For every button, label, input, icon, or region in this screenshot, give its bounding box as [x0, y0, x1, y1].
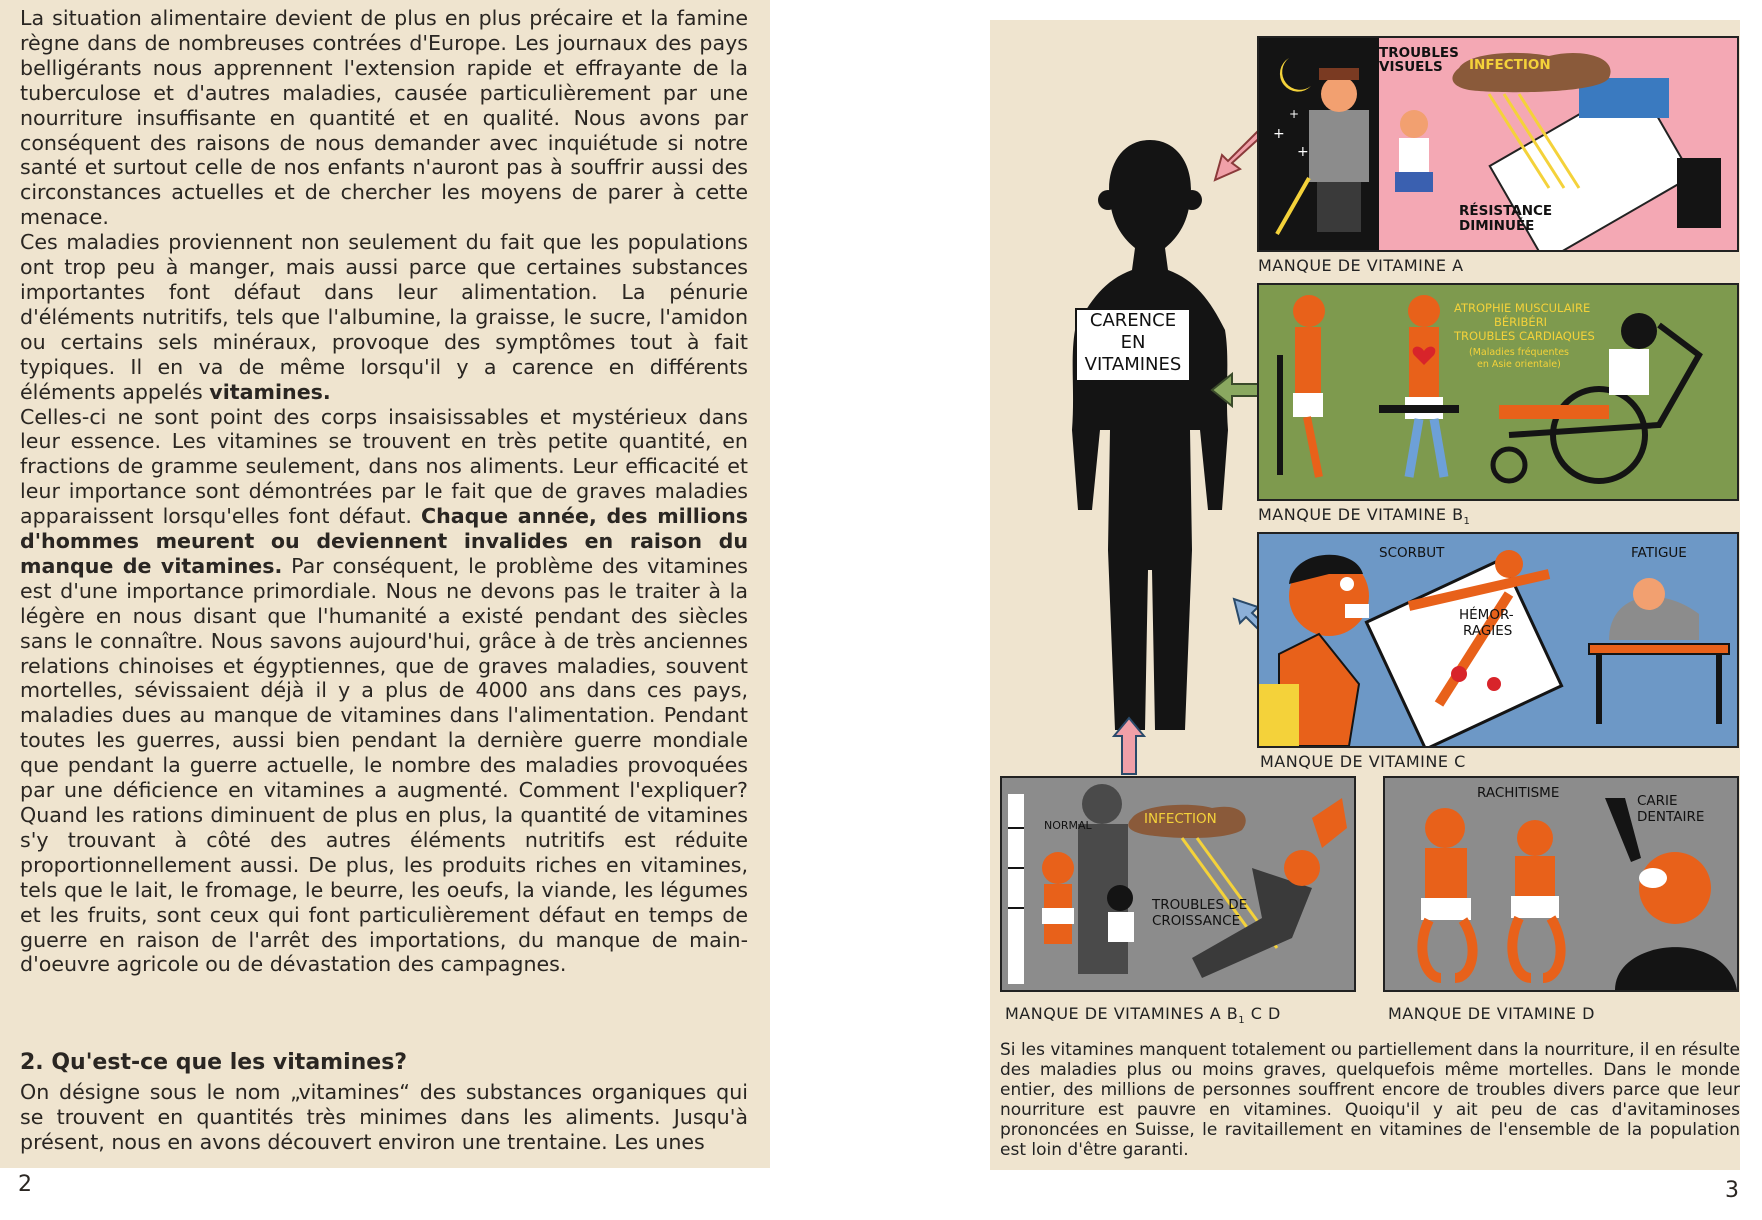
star-icon: + — [1289, 107, 1300, 121]
label-dentaire: DENTAIRE — [1637, 809, 1705, 825]
label-troubles-de: TROUBLES DE — [1152, 897, 1248, 913]
man-mouth — [1345, 604, 1369, 618]
patient-head — [1621, 313, 1657, 349]
wheelchair-wheel-small — [1493, 449, 1525, 481]
label-hemor: HÉMOR- — [1459, 607, 1514, 623]
star-icon: + — [1273, 126, 1285, 142]
silhouette-body — [1072, 140, 1228, 730]
caption-vitamin-b1 — [1258, 505, 1470, 527]
label-beriberi: BÉRIBÉRI — [1494, 315, 1548, 329]
figure-1-leg — [1307, 417, 1319, 477]
panel-vitamin-a — [1257, 36, 1739, 252]
man-eye — [1340, 577, 1354, 591]
rickets-child-1-shorts — [1421, 898, 1471, 920]
man-head — [1321, 76, 1357, 112]
patient-head — [1495, 550, 1523, 578]
dental-patient-mouth — [1639, 868, 1667, 888]
silhouette-ear-left — [1098, 190, 1118, 210]
rickets-child-1-legs — [1422, 920, 1472, 978]
label-troubles: TROUBLES — [1379, 45, 1459, 61]
paragraph-3-text: Celles-ci ne sont point des corps insaisissables et mystérieux dans leur essence. Les vitamines se trouvent en très petite quantité, en fractions de gramme seulement, dans nos aliments. Leur efficacité et leur importance sont démontrées par le fait que de graves maladies apparaissent lorsqu'elles font défaut. — [20, 404, 748, 529]
child-1-head — [1042, 852, 1074, 884]
patient-body — [1609, 349, 1649, 395]
panel-vitamin-c — [1257, 532, 1739, 748]
label-croissance: CROISSANCE — [1152, 913, 1241, 929]
figure-2-leg — [1434, 419, 1444, 477]
child-2-dress — [1108, 912, 1134, 942]
page-number-right: 3 — [1725, 1178, 1739, 1203]
bed — [1366, 559, 1561, 746]
label-maladies-frequentes: (Maladies fréquentes — [1469, 347, 1569, 358]
label-infection-abcd: INFECTION — [1144, 811, 1217, 827]
chair — [1379, 405, 1459, 413]
girl-head — [1400, 110, 1428, 138]
child-1-shorts — [1042, 908, 1074, 924]
child-2-head — [1107, 885, 1133, 911]
man-legs — [1317, 182, 1361, 232]
tired-person-head — [1633, 578, 1665, 610]
panel-vitamins-abcd — [1000, 776, 1356, 992]
caption-vitamin-d: MANQUE DE VITAMINE D — [1388, 1004, 1595, 1023]
hemorrhage-spot — [1487, 677, 1501, 691]
section-text: On désigne sous le nom „vitamines“ des substances organiques qui se trouvent en quantités très minimes dans les aliments. Jusqu'à présent, nous en avons découvert environ une trentaine. Les unes — [20, 1080, 748, 1154]
rickets-child-2-shorts — [1511, 896, 1559, 918]
caption-vitamin-b1-main: MANQUE DE VITAMINE B — [1258, 505, 1464, 524]
caption-vitamin-c: MANQUE DE VITAMINE C — [1260, 752, 1466, 771]
silhouette-ear-right — [1182, 190, 1202, 210]
left-body-text — [20, 6, 748, 977]
paragraph-2 — [20, 230, 748, 404]
bold-millions-sentence: Chaque année, des millions d'hommes meurent ou deviennent invalides en raison du manque de vitamines. — [20, 504, 748, 578]
panel-vitamin-d — [1383, 776, 1739, 992]
caption-abcd-sub: 1 — [1238, 1015, 1246, 1027]
caption-vitamin-b1-sub: 1 — [1463, 516, 1471, 528]
figure-caption: Si les vitamines manquent totalement ou partiellement dans la nourriture, il en résulte des maladies plus ou moins graves, quelquefois même mortelles. Dans le monde entier, des millions de personnes souffrent encore de troubles divers parce que leur nourriture est pauvre en vitamines. Quoiqu'il y ait peu de cas d'avitaminoses prononcées en Suisse, le ravitaillement en vitamines de l'ensemble de la population est loin d'être garanti. — [1000, 1040, 1740, 1160]
rickets-child-1-head — [1425, 808, 1465, 848]
caption-vitamins-abcd — [1005, 1004, 1281, 1026]
carence-label-line-2: EN — [1120, 332, 1146, 353]
label-troubles-cardiaques: TROUBLES CARDIAQUES — [1454, 329, 1595, 343]
desk — [1589, 644, 1729, 654]
man-coat — [1309, 110, 1369, 182]
paragraph-1: La situation alimentaire devient de plus en plus précaire et la famine règne dans de nombreuses contrées d'Europe. Les journaux des pays belligérants nous apprennent l'extension rapide et effrayante de la tuberculose et d'autres maladies, causée particulièrement par une nourriture insuffisante en quantité et en qualité. Nous avons par conséquent des raisons de nous demander avec inquiétude si notre santé et surtout celle de nos enfants n'auront pas à souffrir aussi des circonstances actuelles et de chercher les moyens de parer à cette menace. — [20, 6, 748, 230]
falling-person-head — [1284, 850, 1320, 886]
page-number-left: 2 — [18, 1172, 32, 1197]
label-atrophie: ATROPHIE MUSCULAIRE — [1454, 301, 1591, 315]
man-hat — [1319, 68, 1359, 80]
label-carie: CARIE — [1637, 793, 1678, 809]
carence-label-line-1: CARENCE — [1089, 310, 1177, 331]
star-icon: + — [1297, 144, 1309, 160]
paragraph-3-continued: Par conséquent, le problème des vitamines est d'une importance primordiale. Nous ne devons pas le traiter à la légère en nous disant que l'humanité a existé pendant des siècles sans le connaître. Nous savons aujourd'hui, grâce à de très anciennes relations chinoises et égyptiennes, que de graves maladies, souvent mortelles, sévissaient déjà il y a plus de 4000 ans dans ces pays, maladies dues au manque de vitamines dans l'alimentation. Pendant toutes les guerres, aussi bien pendant la dernière guerre mondiale que pendant la guerre actuelle, le nombre des maladies provoquées par une déficience en vitamines a augmenté. Comment l'expliquer? Quand les rations diminuent de plus en plus, la quantité de vitamines s'y trouvant à côté des autres éléments nutritifs est réduite proportionnellement aussi. De plus, les produits riches en vitamines, tels que le lait, le fromage, le beurre, les oeufs, la viande, les légumes et les fruits, sont ceux qui font particulièrement défaut en temps de guerre en raison de l'arrêt des importations, du manque de main-d'oeuvre agricole ou de dévastation des campagnes. — [20, 553, 748, 977]
label-normal: NORMAL — [1044, 819, 1092, 832]
dental-patient-head — [1639, 852, 1711, 924]
left-page — [0, 0, 770, 1168]
label-scorbut: SCORBUT — [1379, 545, 1445, 561]
silhouette-figure — [1050, 130, 1250, 750]
dental-patient-body — [1615, 947, 1737, 990]
bedside-table — [1677, 158, 1721, 228]
section-heading: 2. Qu'est-ce que les vitamines? — [20, 1050, 408, 1075]
caption-abcd-rest: C D — [1245, 1004, 1281, 1023]
label-diminuee: DIMINUÉE — [1459, 218, 1535, 234]
carence-label-box — [1075, 308, 1191, 382]
raised-hand — [1312, 798, 1347, 848]
man-shirt — [1259, 684, 1299, 746]
label-visuels: VISUELS — [1379, 59, 1443, 75]
girl-skirt — [1395, 172, 1433, 192]
bold-vitamines: vitamines. — [209, 379, 331, 404]
paragraph-3 — [20, 405, 748, 978]
figure-2-head — [1408, 295, 1440, 327]
panel-c-illustration — [1259, 534, 1737, 746]
hemorrhage-spot — [1451, 666, 1467, 682]
panel-vitamin-b1 — [1257, 283, 1739, 501]
rickets-child-2-head — [1517, 820, 1553, 856]
label-asie-orientale: en Asie orientale) — [1477, 359, 1561, 370]
label-fatigue: FATIGUE — [1631, 545, 1687, 561]
figure-2-leg — [1409, 419, 1419, 477]
dental-drill — [1605, 798, 1641, 862]
height-ruler — [1008, 794, 1024, 984]
girl-shirt — [1399, 138, 1429, 172]
figure-1-shorts — [1293, 393, 1323, 417]
label-resistance: RÉSISTANCE — [1459, 203, 1553, 219]
caption-abcd-main: MANQUE DE VITAMINES A B — [1005, 1004, 1239, 1023]
rickets-child-2-legs — [1512, 918, 1560, 978]
carence-label-line-3: VITAMINES — [1084, 354, 1182, 375]
crutch — [1277, 355, 1283, 475]
caption-vitamin-a: MANQUE DE VITAMINE A — [1258, 256, 1464, 275]
arrow-to-panel-b — [1210, 372, 1260, 408]
paragraph-2-text: Ces maladies proviennent non seulement du fait que les populations ont trop peu à manger, mais aussi parce que certaines substances importantes font défaut dans leur alimentation. La pénurie d'éléments nutritifs, tels que l'albumine, la graisse, le sucre, l'amidon ou certains sels minéraux, provoque des symptômes tout à fait typiques. Il en va de même lorsqu'il y a carence en différents éléments appelés — [20, 230, 748, 404]
label-infection: INFECTION — [1469, 57, 1551, 73]
figure-1-head — [1293, 295, 1325, 327]
panel-abcd-illustration — [1002, 778, 1354, 990]
label-rachitisme: RACHITISME — [1477, 785, 1560, 801]
arrow-from-panel-abcd — [1112, 716, 1146, 776]
patient-legs — [1499, 405, 1609, 419]
label-ragies: RAGIES — [1463, 623, 1513, 639]
wheelchair-wheel — [1553, 389, 1645, 481]
